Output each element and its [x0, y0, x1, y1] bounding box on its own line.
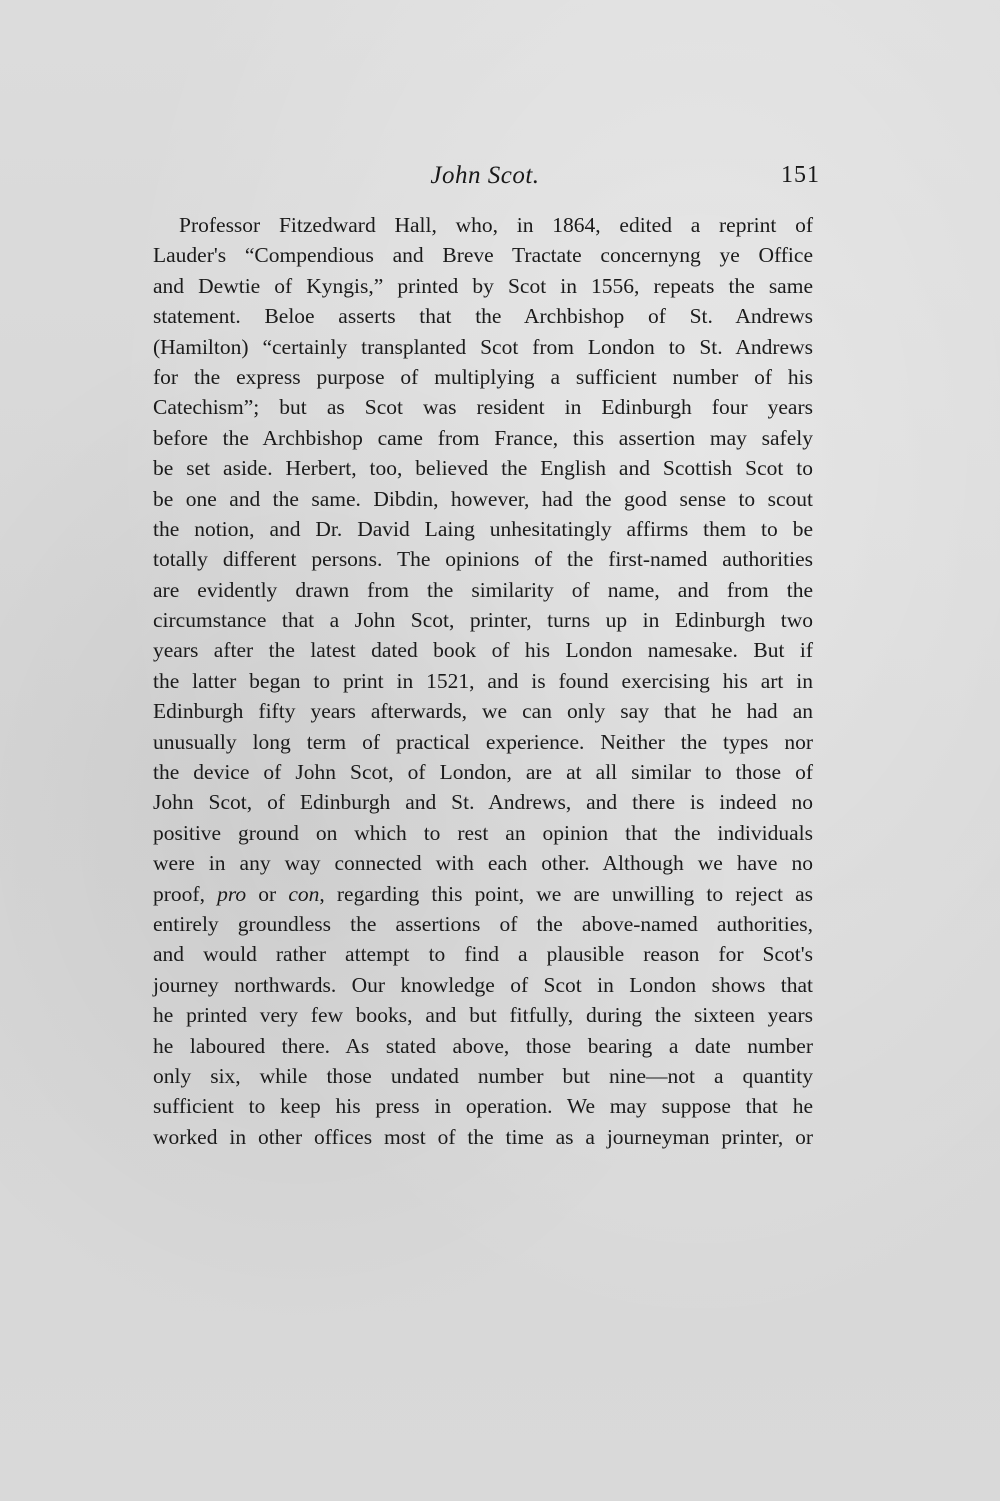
text-line: John Scot, of Edinburgh and St. Andrews, and there is indeed no: [153, 790, 813, 815]
text-line: (Hamilton) “certainly transplanted Scot from London to St. Andrews: [153, 334, 813, 359]
text-line: worked in other offices most of the time as a journeyman printer, or: [153, 1124, 813, 1149]
text-line-pro-con: [153, 879, 813, 909]
body-paragraph: [153, 210, 813, 1152]
text-line: and Dewtie of Kyngis,” printed by Scot in 1556, repeats the same: [153, 273, 813, 298]
text-line: Catechism”; but as Scot was resident in Edinburgh four years: [153, 395, 813, 420]
text-line: statement. Beloe asserts that the Archbishop of St. Andrews: [153, 304, 813, 329]
text-run: or: [246, 881, 289, 906]
text-run: , regarding this point, we are unwilling to reject as: [319, 881, 813, 906]
text-line: journey northwards. Our knowledge of Scot in London shows that: [153, 972, 813, 997]
text-line: Edinburgh fifty years afterwards, we can only say that he had an: [153, 699, 813, 724]
italic-pro: pro: [217, 881, 247, 906]
text-line: the latter began to print in 1521, and is found exercising his art in: [153, 668, 813, 693]
running-title: John Scot.: [430, 162, 540, 189]
text-line: the notion, and Dr. David Laing unhesitatingly affirms them to be: [153, 516, 813, 541]
text-line: before the Archbishop came from France, this assertion may safely: [153, 425, 813, 450]
text-line: Professor Fitzedward Hall, who, in 1864, edited a reprint of: [179, 213, 813, 237]
text-line: circumstance that a John Scot, printer, turns up in Edinburgh two: [153, 608, 813, 633]
text-line: he printed very few books, and but fitfully, during the sixteen years: [153, 1003, 813, 1028]
text-line: unusually long term of practical experience. Neither the types nor: [153, 729, 813, 754]
text-line: are evidently drawn from the similarity of name, and from the: [153, 577, 813, 602]
running-head: [150, 160, 820, 196]
text-line: be one and the same. Dibdin, however, had the good sense to scout: [153, 486, 813, 511]
text-line: sufficient to keep his press in operation. We may suppose that he: [153, 1094, 813, 1119]
text-line: Lauder's “Compendious and Breve Tractate concernyng ye Office: [153, 243, 813, 268]
text-line: years after the latest dated book of his London namesake. But if: [153, 638, 813, 663]
text-line: were in any way connected with each other. Although we have no: [153, 851, 813, 876]
text-line: positive ground on which to rest an opinion that the individuals: [153, 820, 813, 845]
text-line: only six, while those undated number but nine—not a quantity: [153, 1063, 813, 1088]
text-line: the device of John Scot, of London, are at all similar to those of: [153, 760, 813, 785]
text-line: totally different persons. The opinions of the first-named authorities: [153, 547, 813, 572]
text-line: for the express purpose of multiplying a sufficient number of his: [153, 364, 813, 389]
text-line: and would rather attempt to find a plausible reason for Scot's: [153, 942, 813, 967]
text-line: entirely groundless the assertions of the above-named authorities,: [153, 911, 813, 936]
text-run: proof,: [153, 881, 218, 906]
text-line: he laboured there. As stated above, those bearing a date number: [153, 1033, 813, 1058]
page-number: 151: [781, 162, 820, 188]
text-line: be set aside. Herbert, too, believed the English and Scottish Scot to: [153, 456, 813, 481]
italic-con: con: [288, 881, 320, 906]
